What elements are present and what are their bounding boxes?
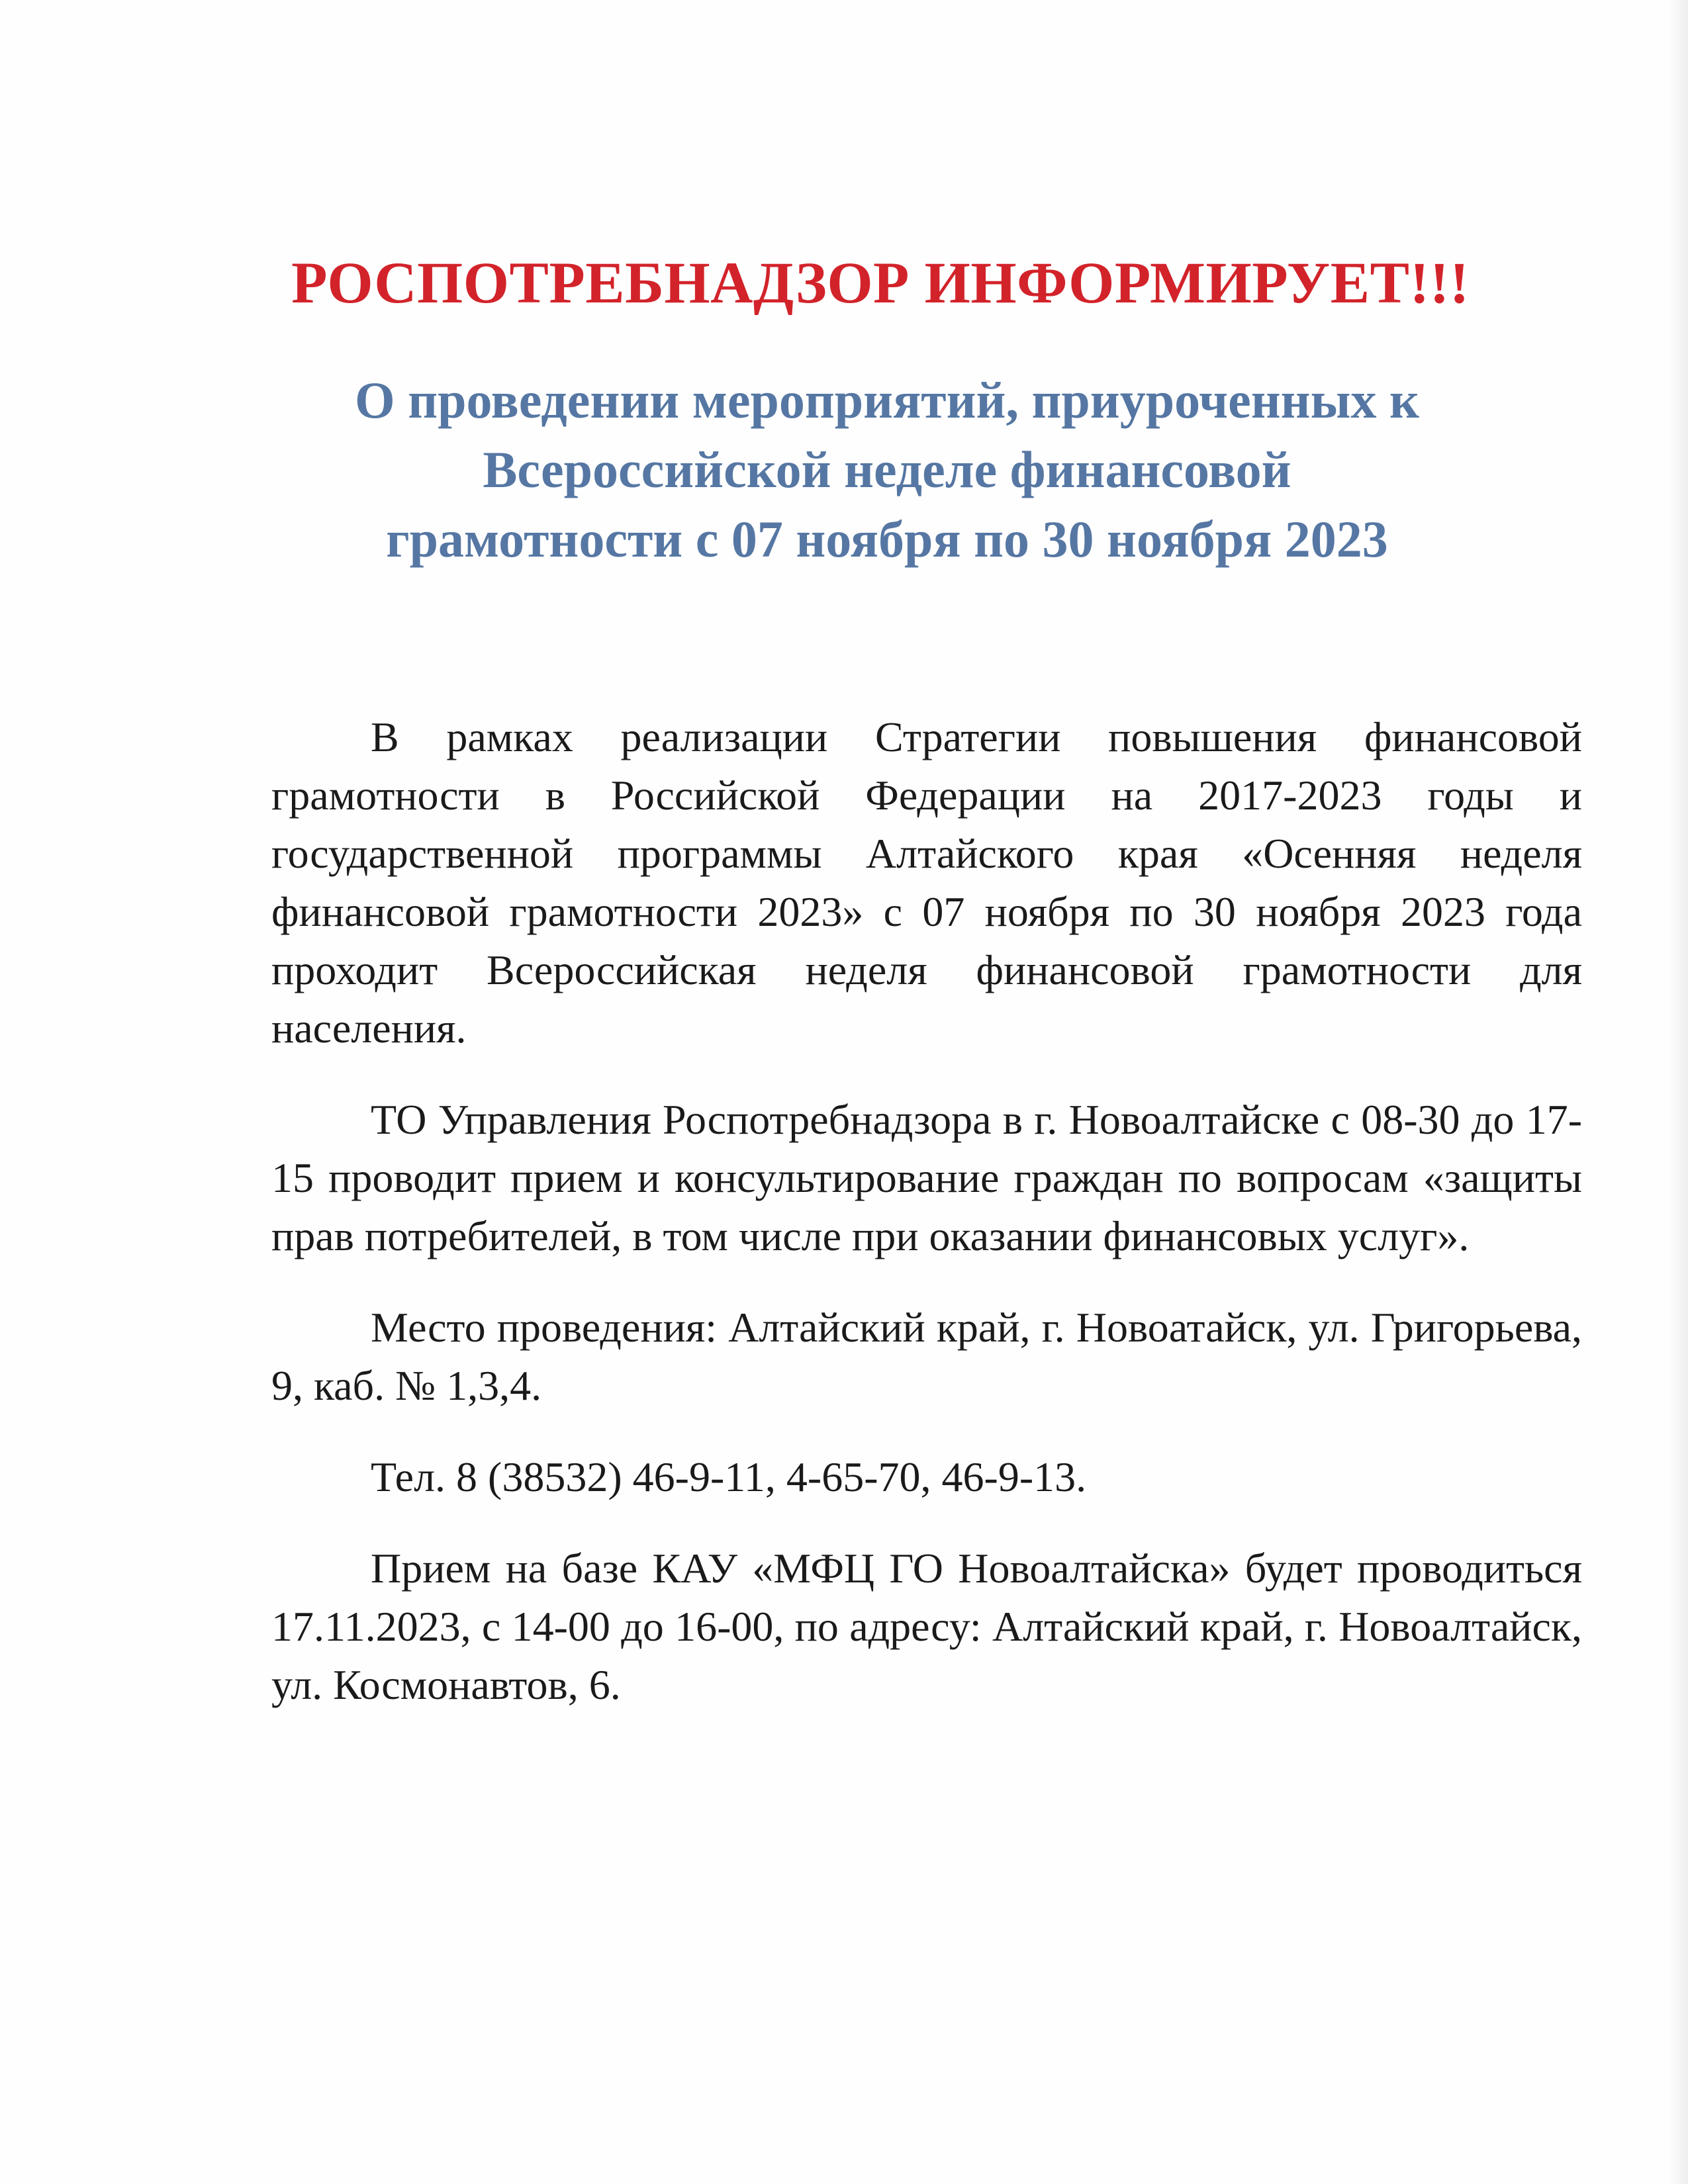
body-text — [271, 708, 1582, 1747]
subtitle — [225, 365, 1549, 574]
subtitle-line: грамотности с 07 ноября по 30 ноября 2023 — [386, 510, 1388, 568]
subtitle-line: О проведении мероприятий, приуроченных к — [355, 371, 1419, 429]
headline: РОСПОТРЕБНАДЗОР ИНФОРМИРУЕТ!!! — [291, 251, 1470, 316]
paragraph-mfc-reception: Прием на базе КАУ «МФЦ ГО Новоалтайска» будет проводиться 17.11.2023, с 14-00 до 16-00, по адресу: Алтайский край, г. Новоалтайск, ул. Космонавтов, 6. — [271, 1545, 1582, 1708]
paragraph-phone: Тел. 8 (38532) 46-9-11, 4-65-70, 46-9-13. — [371, 1453, 1087, 1500]
paragraph-strategy: В рамках реализации Стратегии повышения финансовой грамотности в Российской Федерации на 2017-2023 годы и государственной программы Алтайского края «Осенняя неделя финансовой грамотности 2023» с 07 ноября по 30 ноября 2023 года проходит Всероссийская неделя финансовой грамотности для населения. — [271, 713, 1582, 1052]
paragraph-location: Место проведения: Алтайский край, г. Новоатайск, ул. Григорьева, 9, каб. № 1,3,4. — [271, 1304, 1582, 1409]
subtitle-line: Всероссийской неделе финансовой — [483, 441, 1291, 498]
page-edge-shadow — [1668, 0, 1688, 2184]
paragraph-consultation: ТО Управления Роспотребнадзора в г. Новоалтайске с 08-30 до 17-15 проводит прием и консультирование граждан по вопросам «защиты прав потребителей, в том числе при оказании финансовых услуг». — [271, 1096, 1582, 1259]
